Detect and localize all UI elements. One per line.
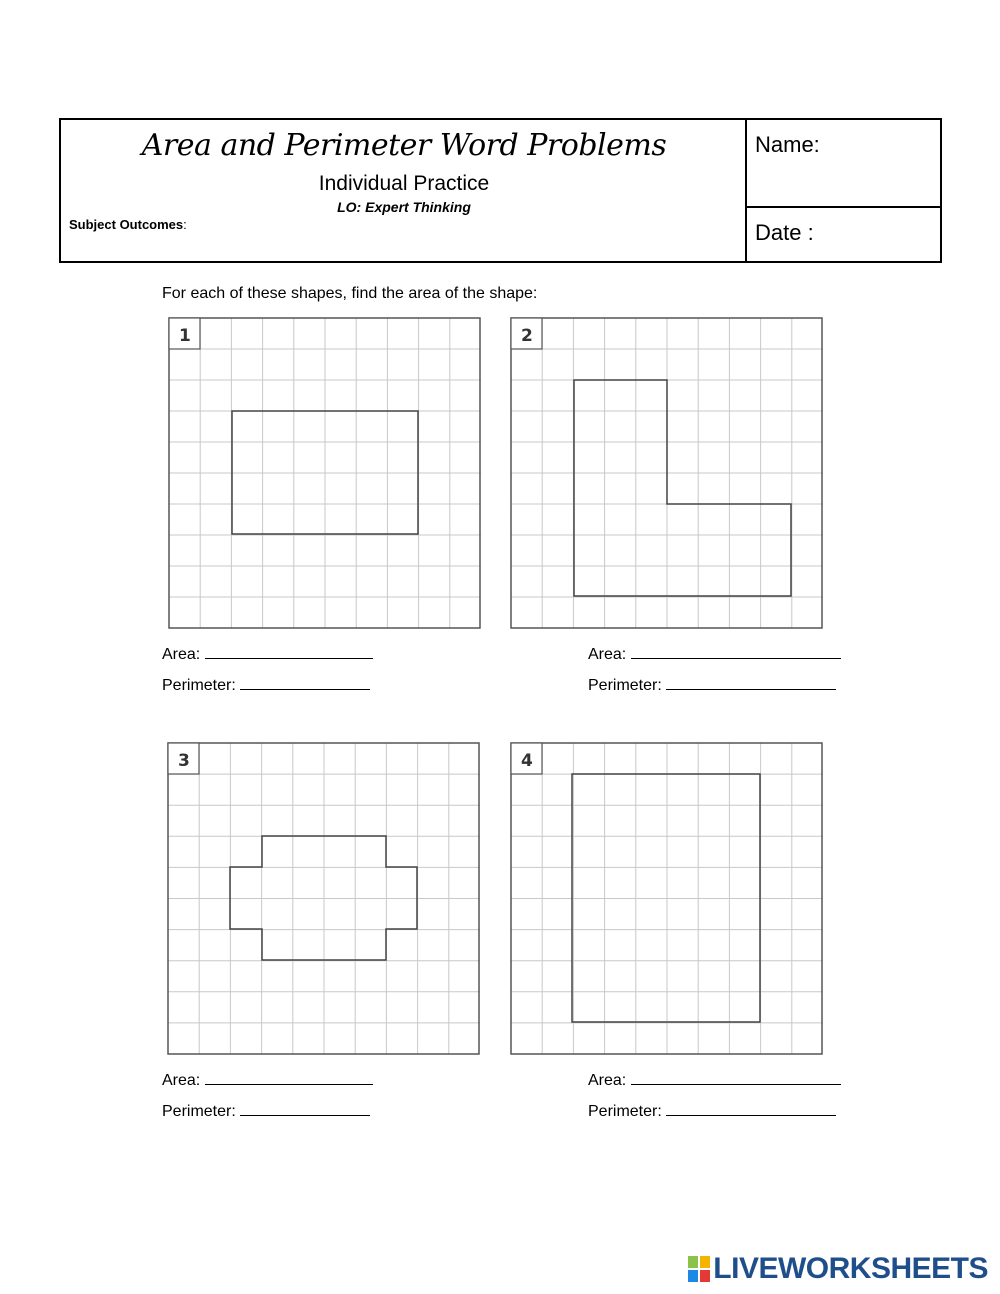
- area-label: Area:: [162, 1072, 201, 1089]
- area-label: Area:: [588, 646, 627, 663]
- info-cells: [747, 120, 940, 261]
- problem-number: 2: [521, 326, 533, 346]
- grid-4: [510, 742, 824, 1055]
- instruction-text: For each of these shapes, find the area of the shape:: [162, 285, 538, 302]
- area-blank[interactable]: [205, 644, 373, 659]
- worksheet-header: [59, 118, 942, 263]
- subject-outcomes: [69, 217, 187, 232]
- title-cell: [61, 120, 747, 261]
- area-label: Area:: [588, 1072, 627, 1089]
- subject-outcomes-colon: :: [183, 217, 187, 232]
- area-answer-1: [162, 644, 373, 664]
- date-label: Date :: [755, 220, 814, 245]
- area-answer-2: [588, 644, 841, 664]
- grid-3: [167, 742, 481, 1055]
- problem-number: 3: [178, 751, 190, 771]
- area-label: Area:: [162, 646, 201, 663]
- learning-objective: LO: Expert Thinking: [337, 199, 471, 215]
- problem-number: 1: [179, 326, 191, 346]
- perimeter-answer-4: [588, 1101, 836, 1121]
- perimeter-blank[interactable]: [240, 675, 370, 690]
- blocks-icon: [688, 1256, 710, 1282]
- area-answer-4: [588, 1070, 841, 1090]
- area-blank[interactable]: [631, 1070, 841, 1085]
- worksheet-subtitle: Individual Practice: [318, 172, 490, 195]
- perimeter-answer-2: [588, 675, 836, 695]
- area-blank[interactable]: [631, 644, 841, 659]
- brand-name: LIVEWORKSHEETS: [713, 1252, 988, 1285]
- shape-l-shape: [574, 380, 791, 596]
- subject-outcomes-label: Subject Outcomes: [69, 217, 184, 232]
- perimeter-blank[interactable]: [666, 1101, 836, 1116]
- perimeter-label: Perimeter:: [162, 677, 236, 694]
- perimeter-answer-1: [162, 675, 370, 695]
- perimeter-blank[interactable]: [240, 1101, 370, 1116]
- grid-2: [510, 317, 824, 629]
- perimeter-blank[interactable]: [666, 675, 836, 690]
- area-answer-3: [162, 1070, 373, 1090]
- name-field[interactable]: [747, 120, 940, 208]
- perimeter-label: Perimeter:: [588, 1103, 662, 1120]
- area-blank[interactable]: [205, 1070, 373, 1085]
- perimeter-label: Perimeter:: [162, 1103, 236, 1120]
- date-field[interactable]: [747, 208, 940, 261]
- name-label: Name:: [755, 132, 820, 157]
- perimeter-answer-3: [162, 1101, 370, 1121]
- worksheet-title: Area and Perimeter Word Problems: [141, 128, 667, 163]
- perimeter-label: Perimeter:: [588, 677, 662, 694]
- problem-number: 4: [521, 751, 533, 771]
- grid-1: [168, 317, 482, 629]
- liveworksheets-logo: [688, 1252, 988, 1286]
